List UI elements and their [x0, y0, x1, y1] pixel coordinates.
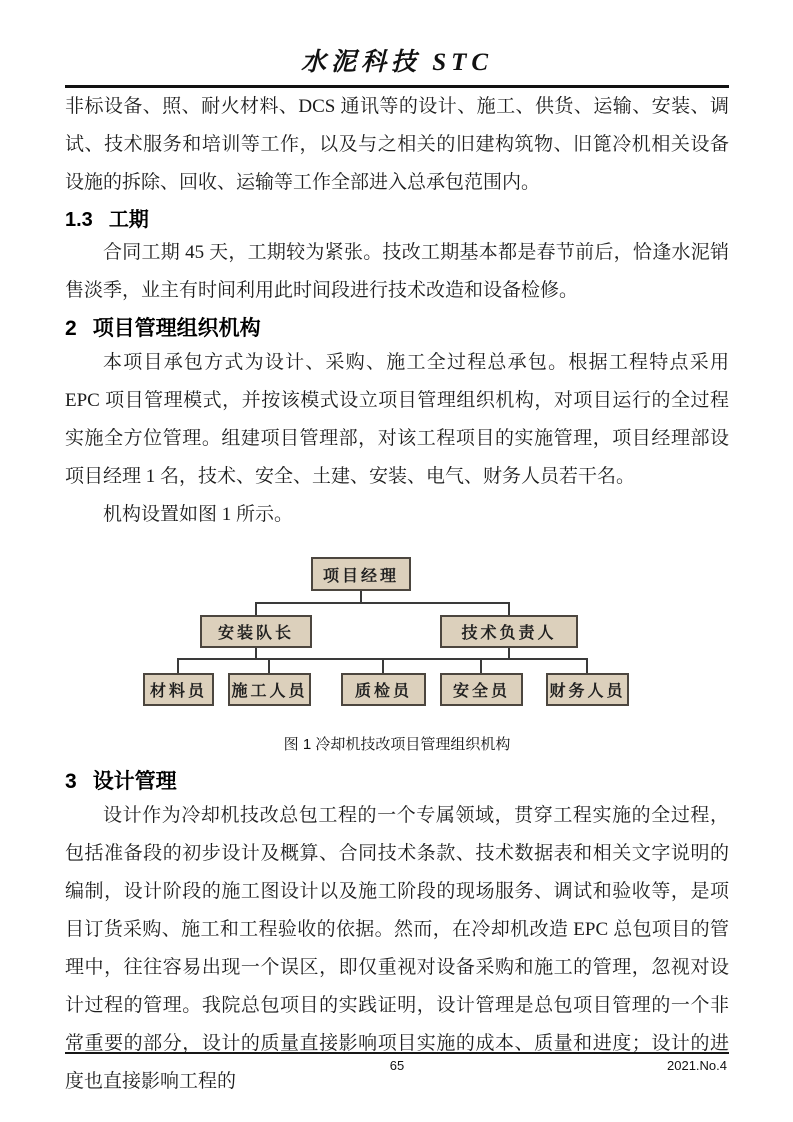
section-number: 3 — [65, 770, 77, 793]
issue-number: 2021.No.4 — [667, 1058, 727, 1073]
connector-line — [255, 602, 510, 604]
paragraph-schedule: 合同工期 45 天，工期较为紧张。技改工期基本都是春节前后，恰逢水泥销售淡季，业主有时间利用此时间段进行技术改造和设备检修。 — [65, 242, 729, 301]
section-heading-3 — [65, 767, 729, 797]
org-node-installation-leader: 安装队长 — [200, 615, 312, 648]
section-number: 2 — [65, 317, 77, 340]
org-node-finance-staff: 财务人员 — [546, 673, 629, 706]
paragraph-scope-continuation: 非标设备、照、耐火材料、DCS 通讯等的设计、施工、供货、运输、安装、调试、技术服务和培训等工作，以及与之相关的旧建构筑物、旧篦冷机相关设备设施的拆除、回收、运输等工作全部进入总承包范围内。 — [65, 96, 729, 193]
section-title: 项目管理组织机构 — [92, 317, 261, 340]
connector-line — [268, 658, 270, 673]
connector-line — [508, 648, 510, 658]
org-node-quality-inspector: 质检员 — [341, 673, 426, 706]
paragraph-design-management: 设计作为冷却机技改总包工程的一个专属领域，贯穿工程实施的全过程，包括准备段的初步设计及概算、合同技术条款、技术数据表和相关文字说明的编制，设计阶段的施工图设计以及施工阶段的现场服务、调试和验收等，是项目订货采购、施工和工程验收的依据。然而，在冷却机改造 EPC 总包项目的管理中，往往容易出现一个误区，即仅重视对设备采购和施工的管理，忽视对设计过程的管理。我院总包项目的实践证明，设计管理是总包项目管理的一个非常重要的部分，设计的质量直接影响项目实施的成本、质量和进度；设计的进度也直接影响工程的 — [65, 805, 729, 1092]
connector-line — [586, 658, 588, 673]
org-chart-figure — [65, 554, 729, 709]
page-footer — [65, 1052, 729, 1078]
org-node-material-clerk: 材料员 — [143, 673, 214, 706]
journal-title: 水泥科技 STC — [300, 49, 494, 76]
connector-line — [255, 602, 257, 615]
paragraph-figure-reference: 机构设置如图 1 所示。 — [103, 504, 294, 525]
connector-line — [177, 658, 179, 673]
section-heading-2 — [65, 314, 729, 344]
org-node-project-manager: 项目经理 — [311, 557, 411, 591]
section-title: 工期 — [108, 209, 149, 231]
org-node-safety-officer: 安全员 — [440, 673, 523, 706]
section-heading-1-3 — [65, 206, 729, 234]
org-node-technical-lead: 技术负责人 — [440, 615, 578, 648]
page-number: 65 — [389, 1058, 405, 1073]
org-node-construction-staff: 施工人员 — [228, 673, 311, 706]
connector-line — [508, 602, 510, 615]
connector-line — [255, 648, 257, 658]
connector-line — [480, 658, 482, 673]
connector-line — [382, 658, 384, 673]
journal-header — [65, 0, 729, 88]
paragraph-organization: 本项目承包方式为设计、采购、施工全过程总承包。根据工程特点采用 EPC 项目管理模式，并按该模式设立项目管理组织机构，对项目运行的全过程实施全方位管理。组建项目管理部，对该工程项目的实施管理，项目经理部设项目经理 1 名，技术、安全、土建、安装、电气、财务人员若干名。 — [65, 352, 729, 487]
section-number: 1.3 — [65, 209, 93, 231]
connector-line — [360, 591, 362, 602]
figure-caption: 图 1 冷却机技改项目管理组织机构 — [283, 736, 511, 753]
section-title: 设计管理 — [92, 770, 177, 793]
